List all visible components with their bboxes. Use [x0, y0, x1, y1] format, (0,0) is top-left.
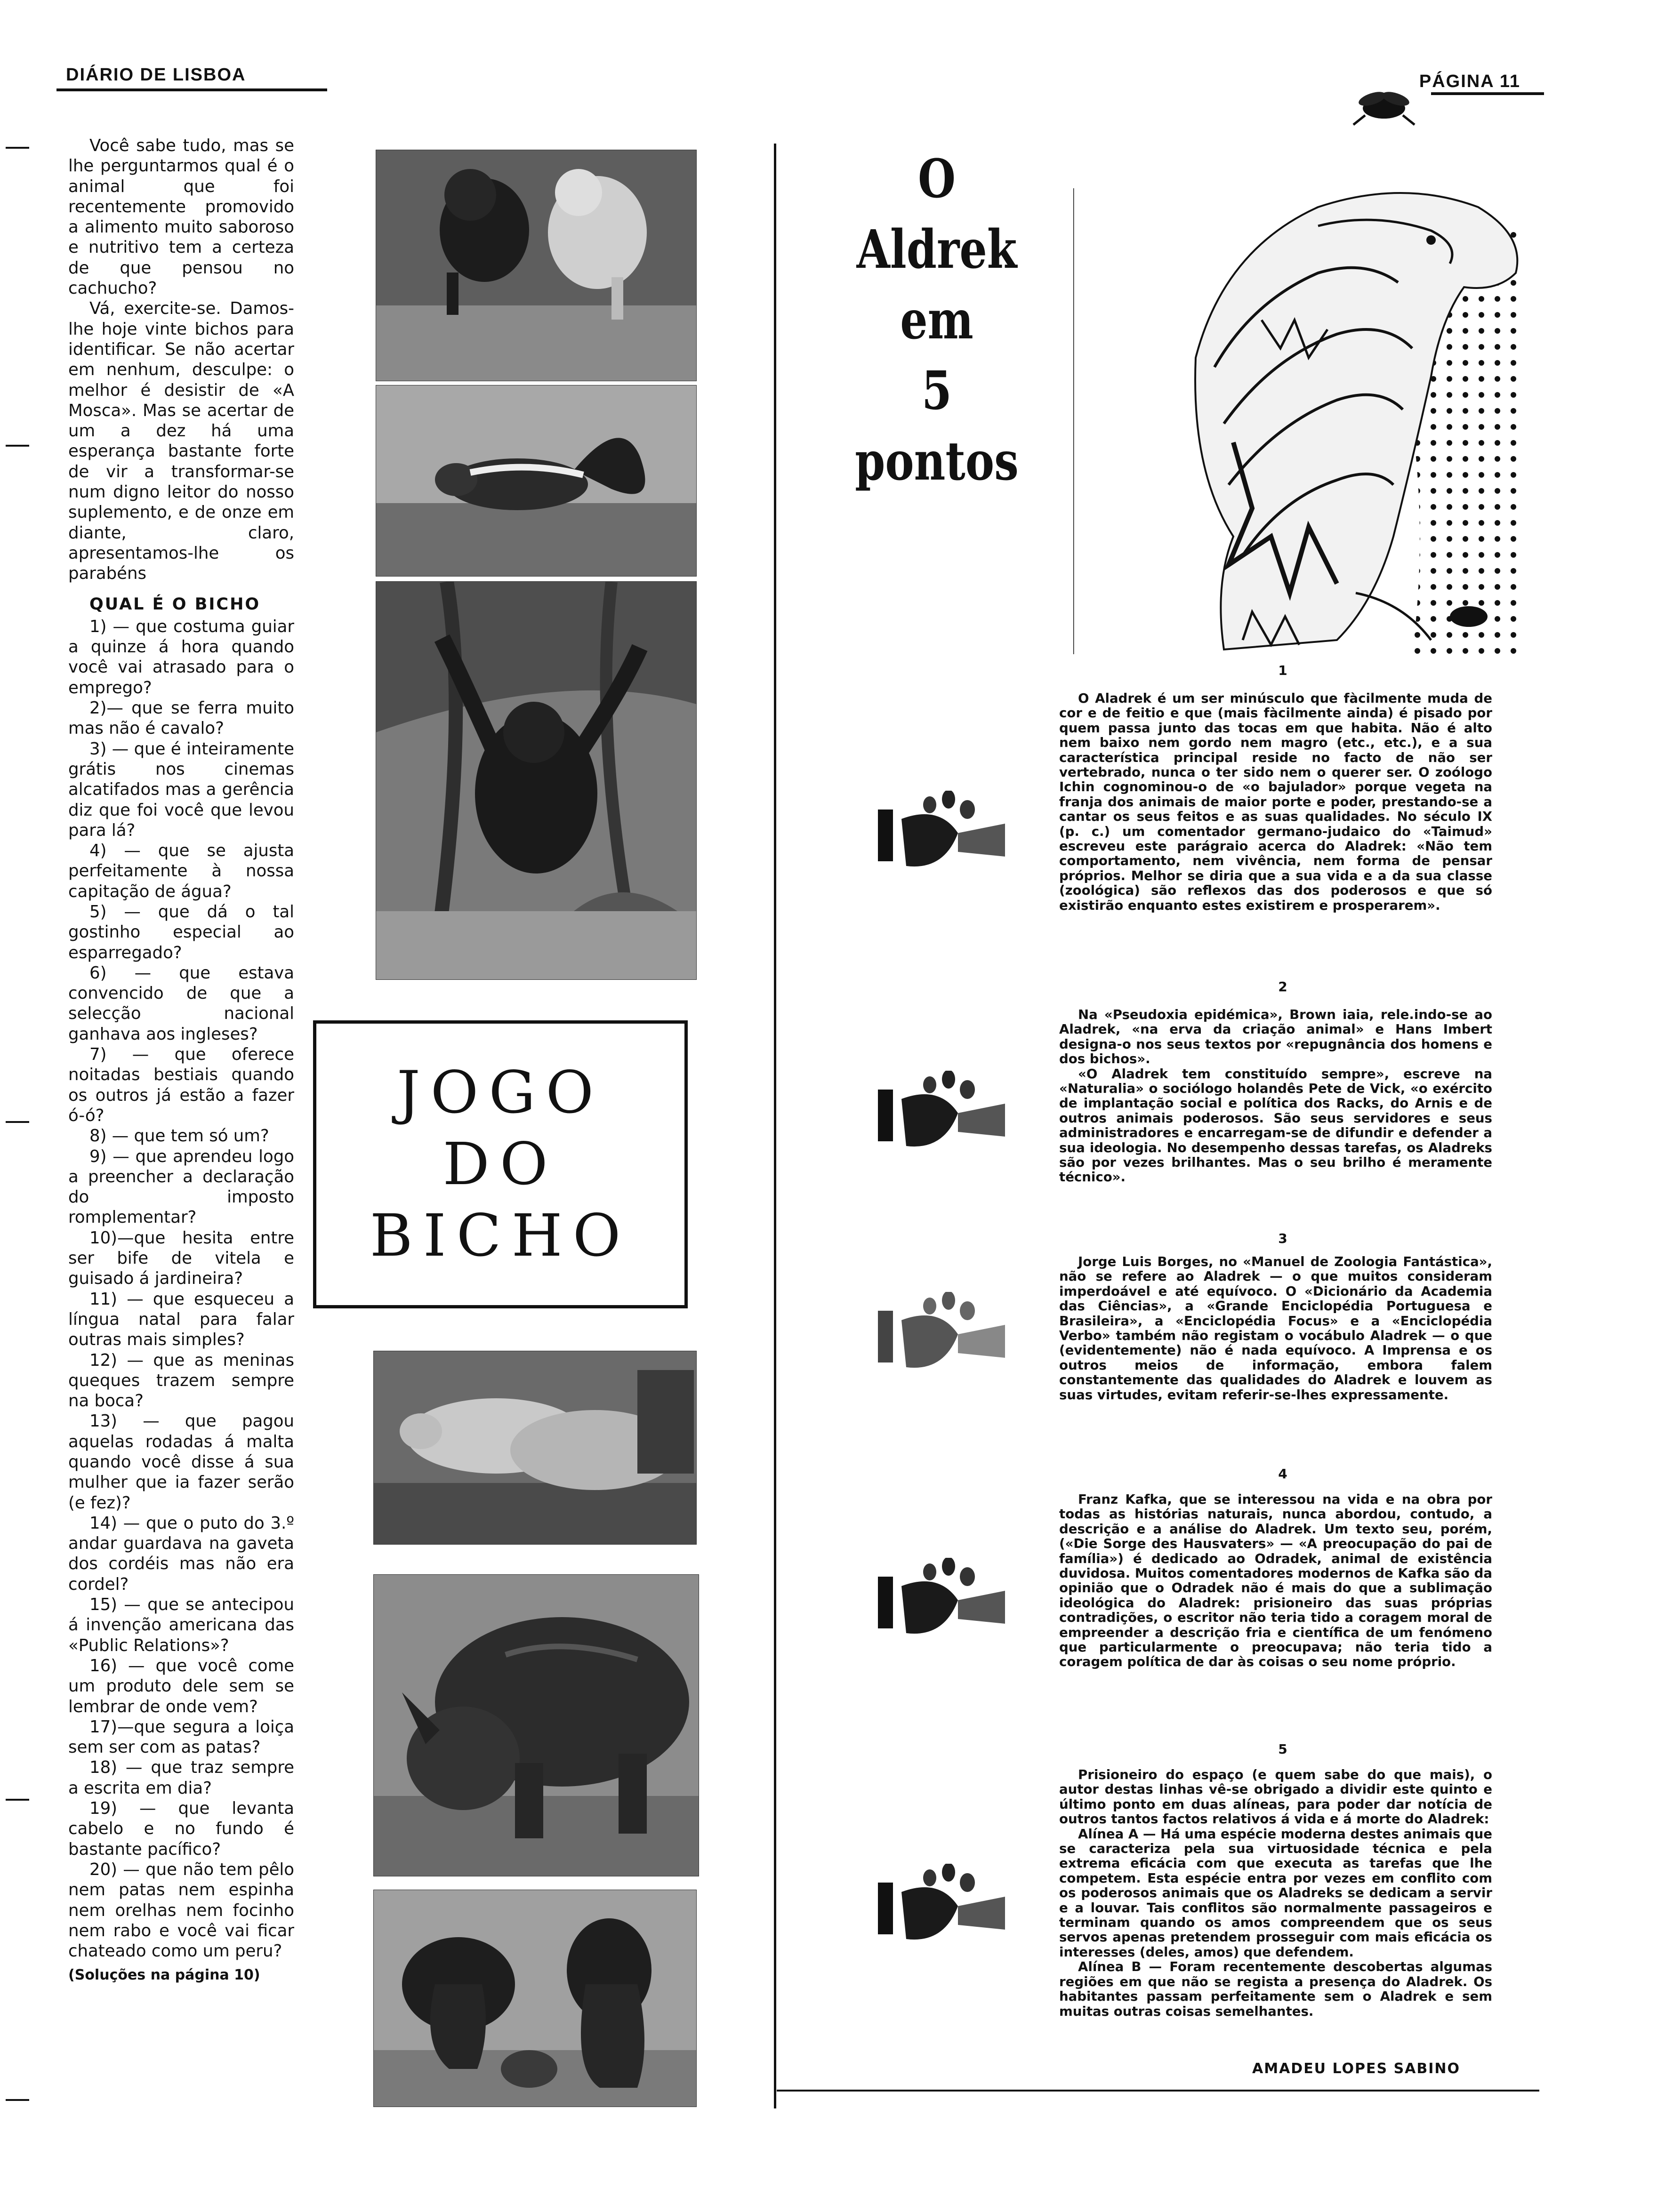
margin-mark	[6, 147, 29, 149]
section-4-text	[1059, 1492, 1492, 1669]
quiz-question: 20) — que não tem pêlo nem patas nem espinha nem orelhas nem focinho nem rabo e você vai ficar chateado como um peru?	[68, 1859, 294, 1961]
paragraph: Alínea A — Há uma espécie moderna destes animais que se caracteriza pela sua virtuosidade técnica e pela extrema eficácia com que executa as tarefas que lhe competem. Esta espécie entra por vezes em conflito com os poderosos animais que os Aladreks se dedicam a servir e a louvar. Tais conflitos são normalmente passageiros e terminam quando os amos compreendem que os seus servos apenas pretendem prosseguir com mais eficácia os interesses (deles, amos) que defendem.	[1059, 1826, 1492, 1960]
section-3-text	[1059, 1254, 1492, 1402]
paragraph: «O Aladrek tem constituído sempre», escreve na «Naturalia» o sociólogo holandês Pete de Vick, «o exército de implantação social e política dos Racks, do Arnis e de outros animais poderosos. São seus servidores e seus administradores e encarregam-se de difundir e defender a sua ideologia. No desempenho dessas tarefas, os Aladreks são por vezes brilhantes. Mas o seu brilho é meramente técnico».	[1059, 1066, 1492, 1185]
margin-mark	[6, 1799, 29, 1801]
masthead-rule-right	[1431, 92, 1544, 95]
title-word: pontos	[855, 431, 1019, 492]
paragraph: Jorge Luis Borges, no «Manuel de Zoologia Fantástica», não se refere ao Aladrek — o que muitos consideram imperdoável e até equívoco. O «Dicionário da Academia das Ciências», a «Grande Enciclopédia Portuguesa e Brasileira», a «Enciclopédia Focus» e a «Enciclopédia Verbo» também não registam o vocábulo Aladrek — o que (evidentemente) não é nada equívoco. A Imprensa e os outros meios de informação, embora falem constantemente das qualidades do Aladrek e louvem as suas virtudes, evitam referir-se-lhes expressamente.	[1059, 1254, 1492, 1403]
quiz-question: 8) — que tem só um?	[89, 1126, 269, 1146]
quiz-question: 14) — que o puto do 3.º andar guardava na gaveta dos cordéis mas não era cordel?	[68, 1513, 294, 1594]
section-number: 3	[1278, 1231, 1287, 1246]
paragraph: Alínea B — Foram recentemente descobertas algumas regiões em que não se regista a presença do Aladrek. Os habitantes passam perfeitamente sem o Aladrek e sem muitas outras coisas semelhantes.	[1059, 1959, 1492, 2019]
quiz-question: 10)—que hesita entre ser bife de vitela e guisado á jardineira?	[68, 1228, 294, 1289]
author-byline: AMADEU LOPES SABINO	[1252, 2060, 1461, 2077]
paragraph: O Aladrek é um ser minúsculo que fàcilmente muda de cor e de feitio e que (mais fàcilmente ainda) é pisado por quem passa junto das tocas em que habita. Não é alto nem baixo nem gordo nem magro (etc., etc.), e a sua característica principal reside no facto de não ser vertebrado, nunca o ter sido nem o querer ser. O zoólogo Ichin cognominou-o de «o bajulador» porque vegeta na franja dos animais de maior porte e poder, prestando-se a cantar os seus feitos e as suas qualidades. No século IX (p. c.) um comentador germano-judaico do «Taimud» escreveu este parágraio acerca do Aladrek: «Não tem comportamento, nem vivência, nem forma de pensar próprios. Melhor se diria que a sua vida e a da sua classe (zoológica) são reflexos das dos poderosos e que só existirão enquanto estes existirem e prosperarem».	[1059, 690, 1492, 913]
quiz-question: 5) — que dá o tal gostinho especial ao esparregado?	[68, 902, 294, 962]
quiz-question: 15) — que se antecipou á invenção americana das «Public Relations»?	[68, 1595, 294, 1655]
section-number: 1	[1278, 663, 1287, 678]
quiz-question: 6) — que estava convencido de que a selecção nacional ganhava aos ingleses?	[68, 963, 294, 1044]
photo-rhinoceros	[373, 1574, 699, 1876]
quiz-question: 4) — que se ajusta perfeitamente à nossa capitação de água?	[68, 841, 294, 901]
section-1-text	[1059, 691, 1492, 913]
game-title-line: BICHO	[370, 1202, 631, 1270]
quiz-question: 12) — que as meninas queques trazem sempre na boca?	[68, 1350, 294, 1411]
quiz-question: 17)—que segura a loiça sem ser com as patas?	[68, 1717, 294, 1757]
section-5-text	[1059, 1767, 1492, 2019]
title-word: Aldrek	[856, 219, 1017, 281]
fly-icon	[1346, 82, 1422, 127]
article-title	[848, 150, 1025, 503]
margin-mark	[6, 2099, 29, 2101]
quiz-question: 13) — que pagou aquelas rodadas á malta quando você disse á sua mulher que ia fazer serão (e fez)?	[68, 1411, 294, 1513]
quiz-heading: QUAL É O BICHO	[89, 594, 261, 614]
photo-skunk	[376, 385, 697, 577]
quiz-question: 11) — que esqueceu a língua natal para falar outras mais simples?	[68, 1289, 294, 1350]
page-number: PÁGINA 11	[1419, 72, 1520, 91]
quiz-question: 19) — que levanta cabelo e no fundo é bastante pacífico?	[68, 1799, 294, 1859]
paragraph: Na «Pseudoxia epidémica», Brown iaia, rele.indo-se ao Aladrek, «na erva da criação animal» e Hans Imbert designa-o nos seus textos por «repugnância dos homens e dos bichos».	[1059, 1007, 1492, 1067]
hand-icon	[873, 791, 1014, 875]
photo-pigs	[373, 1351, 697, 1545]
section-number: 4	[1278, 1466, 1287, 1482]
hand-icon	[873, 1292, 1014, 1377]
hand-icon	[873, 1864, 1014, 1948]
quiz-intro-1: Você sabe tudo, mas se lhe perguntarmos qual é o animal que foi recentemente promovido a alimento muito saboroso e nutritivo tem a certeza de que pensou no cachucho?	[68, 136, 294, 298]
section-number: 5	[1278, 1741, 1287, 1757]
paragraph: Prisioneiro do espaço (e quem sabe do que mais), o autor destas linhas vê-se obrigado a dividir este quinto e último ponto em duas alíneas, para poder dar notícia de outros tantos factos relativos á vida e á morte do Aladrek:	[1059, 1767, 1492, 1827]
newspaper-name: DIÁRIO DE LISBOA	[66, 65, 246, 85]
paragraph: Franz Kafka, que se interessou na vida e na obra por todas as histórias naturais, nunca abordou, contudo, a descrição e a análise do Aladrek. Um texto seu, porém, («Die Sorge des Hausvaters» — «A preocupação do pai de família») é dedicado ao Odradek, animal de existência duvidosa. Muitos comentadores modernos de Kafka são da opinião que o Odradek não é mais do que a sublimação ideológica do Aladrek: prisioneiro das suas próprias contradições, o escritor não teria tido a coragem moral de empreender a descrição fria e científica de um fenómeno que particularmente o preocupava; não teria tido a coragem política de dar às coisas o seu nome próprio.	[1059, 1491, 1492, 1670]
game-title-line: DO	[442, 1130, 558, 1198]
section-number: 2	[1278, 979, 1287, 994]
quiz-question: 7) — que oferece noitadas bestiais quando os outros já estão a fazer ó-ó?	[68, 1045, 294, 1125]
title-word: 5	[922, 360, 952, 422]
section-2-text	[1059, 1007, 1492, 1185]
hand-icon	[873, 1071, 1014, 1155]
solutions-note: (Soluções na página 10)	[68, 1967, 260, 1984]
title-word: em	[900, 289, 973, 351]
margin-mark	[6, 445, 29, 447]
masthead-rule-left	[56, 88, 327, 91]
quiz-question: 16) — que você come um produto dele sem se lembrar de onde vem?	[68, 1656, 294, 1716]
title-word: O	[917, 148, 956, 210]
bottom-rule	[777, 2090, 1539, 2092]
aldrek-illustration	[1073, 179, 1525, 654]
photo-monkeys	[376, 150, 697, 381]
margin-mark	[6, 1121, 29, 1123]
quiz-question: 1) — que costuma guiar a quinze á hora quando você vai atrasado para o emprego?	[68, 617, 294, 697]
quiz-question: 9) — que aprendeu logo a preencher a declaração do imposto romplementar?	[68, 1146, 294, 1227]
game-title-box	[313, 1020, 688, 1308]
quiz-column	[68, 136, 294, 1986]
hand-icon	[873, 1558, 1014, 1643]
game-title-line: JOGO	[396, 1059, 604, 1127]
photo-orangutan	[376, 581, 697, 980]
quiz-intro-2: Vá, exercite-se. Damos-lhe hoje vinte bichos para identificar. Se não acertar em nenhum, desculpe: o melhor é desistir de «A Mosca». Mas se acertar de um a dez há uma esperança bastante forte de vir a transformar-se num digno leitor do nosso suplemento, e de onze em diante, claro, apresentamos-lhe os parabéns	[68, 299, 294, 584]
column-separator	[774, 144, 776, 2108]
quiz-question: 18) — que traz sempre a escrita em dia?	[68, 1758, 294, 1798]
photo-bloodhound	[373, 1890, 697, 2107]
quiz-question: 3) — que é inteiramente grátis nos cinemas alcatifados mas a gerência diz que foi você que levou para lá?	[68, 739, 294, 840]
quiz-question: 2)— que se ferra muito mas não é cavalo?	[68, 698, 294, 738]
